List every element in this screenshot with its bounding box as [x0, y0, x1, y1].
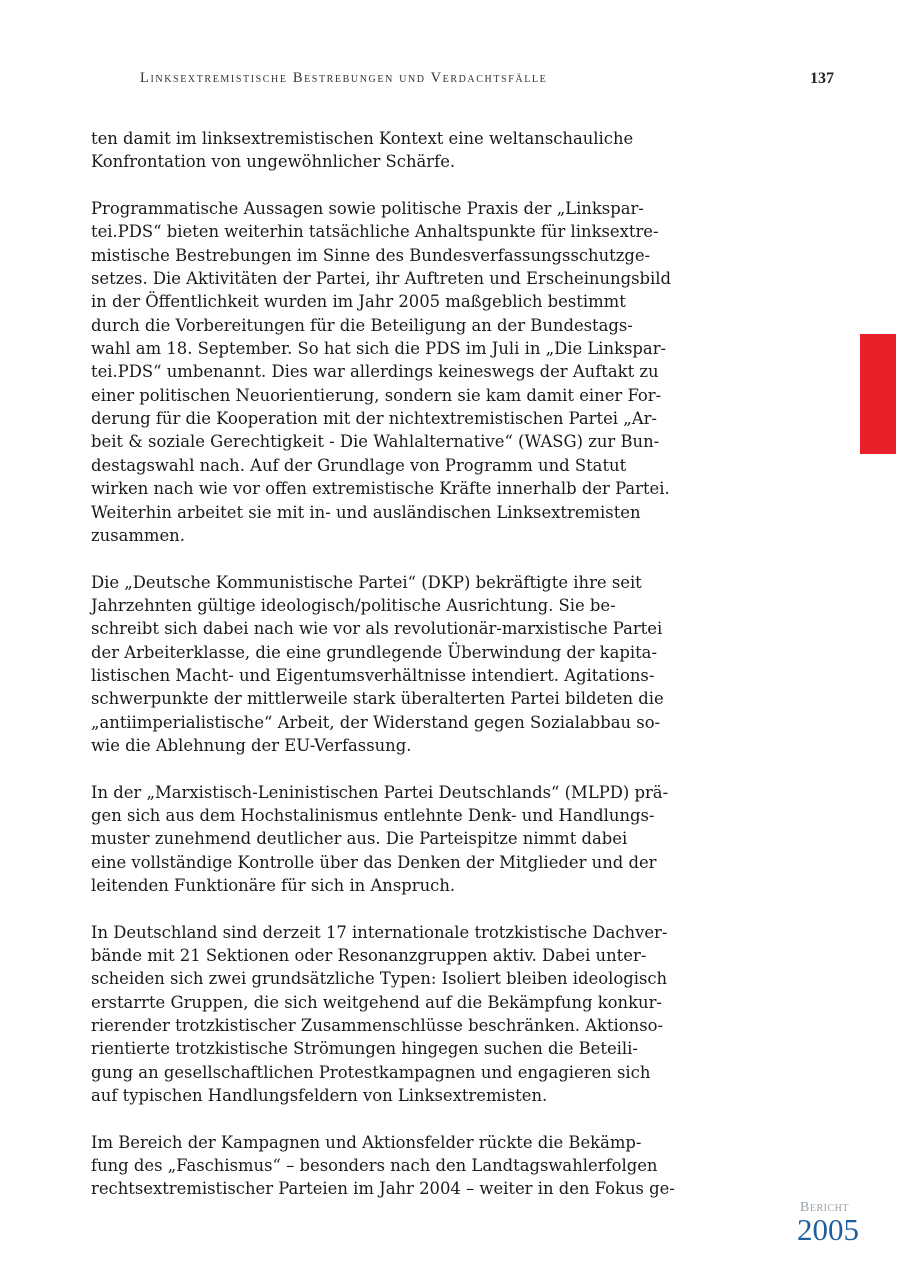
text-line: Konfrontation von ungewöhnlicher Schärfe.: [91, 152, 456, 172]
paragraph: [91, 781, 671, 898]
chapter-marker-tab: [860, 334, 896, 454]
text-line: schreibt sich dabei nach wie vor als revolutionär-marxistische Partei: [91, 619, 663, 639]
text-line: listischen Macht- und Eigentumsverhältnisse intendiert. Agitations-: [91, 665, 655, 685]
text-line: wie die Ablehnung der EU-Verfassung.: [91, 735, 412, 755]
paragraph: [91, 127, 671, 174]
text-line: muster zunehmend deutlicher aus. Die Parteispitze nimmt dabei: [91, 829, 628, 849]
paragraph: [91, 571, 671, 758]
text-line: bände mit 21 Sektionen oder Resonanzgruppen aktiv. Dabei unter-: [91, 946, 647, 966]
text-line: setzes. Die Aktivitäten der Partei, ihr Auftreten und Erscheinungsbild: [91, 269, 671, 289]
text-line: derung für die Kooperation mit der nichtextremistischen Partei „Ar-: [91, 409, 657, 429]
text-line: der Arbeiterklasse, die eine grundlegende Überwindung der kapita-: [91, 642, 657, 662]
text-line: Die „Deutsche Kommunistische Partei“ (DKP) bekräftigte ihre seit: [91, 572, 642, 592]
text-line: Weiterhin arbeitet sie mit in- und ausländischen Linksextremisten: [91, 502, 641, 522]
text-line: eine vollständige Kontrolle über das Denken der Mitglieder und der: [91, 852, 657, 872]
text-line: Jahrzehnten gültige ideologisch/politische Ausrichtung. Sie be-: [91, 595, 616, 615]
body-text: [91, 127, 675, 1224]
text-line: tei.PDS“ umbenannt. Dies war allerdings keineswegs der Auftakt zu: [91, 362, 659, 382]
text-line: tei.PDS“ bieten weiterhin tatsächliche Anhaltspunkte für linksextre-: [91, 222, 659, 242]
text-line: auf typischen Handlungsfeldern von Linksextremisten.: [91, 1086, 548, 1106]
running-header-title: Linksextremistische Bestrebungen und Verdachtsfälle: [140, 70, 548, 86]
text-line: erstarrte Gruppen, die sich weitgehend auf die Bekämpfung konkur-: [91, 992, 662, 1012]
paragraph: [91, 197, 671, 547]
text-line: durch die Vorbereitungen für die Beteiligung an der Bundestags-: [91, 315, 633, 335]
text-line: gen sich aus dem Hochstalinismus entlehnte Denk- und Handlungs-: [91, 805, 655, 825]
page-number: 137: [810, 70, 834, 87]
text-line: scheiden sich zwei grundsätzliche Typen: Isoliert bleiben ideologisch: [91, 969, 668, 989]
text-line: wahl am 18. September. So hat sich die PDS im Juli in „Die Linkspar-: [91, 339, 667, 359]
paragraph: [91, 1131, 675, 1201]
text-line: leitenden Funktionäre für sich in Anspruch.: [91, 876, 456, 895]
text-line: In Deutschland sind derzeit 17 internationale trotzkistische Dachver-: [91, 922, 668, 942]
report-year: 2005: [797, 1212, 859, 1247]
text-line: wirken nach wie vor offen extremistische Kräfte innerhalb der Partei.: [91, 479, 670, 499]
text-line: in der Öffentlichkeit wurden im Jahr 2005 maßgeblich bestimmt: [91, 292, 626, 312]
text-line: destagswahl nach. Auf der Grundlage von Programm und Statut: [91, 455, 627, 475]
text-line: ten damit im linksextremistischen Kontext eine weltanschauliche: [91, 129, 634, 148]
text-line: Im Bereich der Kampagnen und Aktionsfelder rückte die Bekämp-: [91, 1132, 642, 1152]
text-line: rientierte trotzkistische Strömungen hingegen suchen die Beteili-: [91, 1039, 638, 1059]
text-line: schwerpunkte der mittlerweile stark überalterten Partei bildeten die: [91, 689, 664, 709]
text-line: In der „Marxistisch-Leninistischen Partei Deutschlands“ (MLPD) prä-: [91, 782, 669, 802]
text-line: zusammen.: [91, 525, 185, 545]
text-line: beit & soziale Gerechtigkeit - Die Wahlalternative“ (WASG) zur Bun-: [91, 432, 660, 452]
text-line: rechtsextremistischer Parteien im Jahr 2004 – weiter in den Fokus ge-: [91, 1179, 675, 1199]
text-line: fung des „Faschismus“ – besonders nach den Landtagswahlerfolgen: [91, 1156, 658, 1176]
text-line: gung an gesellschaftlichen Protestkampagnen und engagieren sich: [91, 1062, 651, 1082]
text-line: Programmatische Aussagen sowie politische Praxis der „Linkspar-: [91, 199, 644, 219]
text-line: rierender trotzkistischer Zusammenschlüsse beschränken. Aktionso-: [91, 1016, 664, 1036]
text-line: mistische Bestrebungen im Sinne des Bundesverfassungsschutzge-: [91, 245, 651, 265]
text-line: „antiimperialistische“ Arbeit, der Widerstand gegen Sozialabbau so-: [91, 712, 661, 732]
text-line: einer politischen Neuorientierung, sondern sie kam damit einer For-: [91, 385, 662, 405]
report-label: Bericht: [800, 1200, 849, 1215]
paragraph: [91, 921, 671, 1108]
